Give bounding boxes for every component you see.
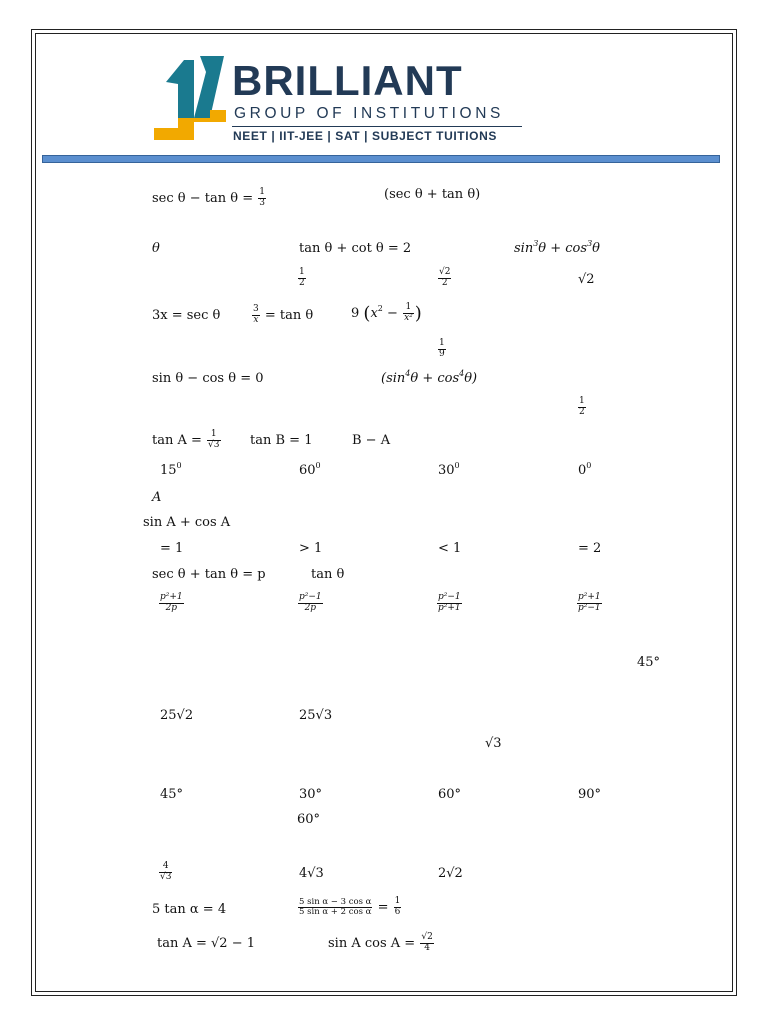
q9-option-2: 30° (299, 787, 323, 802)
q8-option-2: 25√3 (299, 708, 333, 723)
q7-option-1: $\frac{\text{p²+1}}{2p}$ (160, 592, 183, 613)
q7-option-4: $\frac{\text{p²+1}}{\text{p²−1}}$ (578, 592, 601, 613)
q4-given: sin θ − cos θ = 0 (152, 371, 264, 386)
q3-given-1: 3x = sec θ (152, 308, 221, 323)
q1-expression: (sec θ + tan θ) (384, 187, 481, 202)
q6-variable: A (152, 490, 162, 505)
q10-option-3: 2√2 (438, 866, 463, 881)
q8-option-1: 25√2 (160, 708, 194, 723)
q6-option-2: > 1 (299, 541, 323, 556)
q4-expression: $(\sin^4\theta + \cos^4\theta)$ (381, 369, 478, 386)
q5-given-2: tan B = 1 (250, 433, 313, 448)
brand-tagline: GROUP OF INSTITUTIONS (234, 105, 504, 122)
brand-subline: NEET | IIT-JEE | SAT | SUBJECT TUITIONS (233, 129, 497, 143)
q2-given: tan θ + cot θ = 2 (299, 241, 412, 256)
q3-given-2: $\frac{3}{x}$ = tan θ (253, 304, 314, 325)
brand-name: BRILLIANT (232, 57, 463, 104)
page-border-inner (35, 33, 733, 992)
q9-option-4: 90° (578, 787, 602, 802)
q2-expression: $\sin^3\theta + \cos^3\theta$ (514, 239, 600, 256)
q6-option-4: = 2 (578, 541, 602, 556)
q5-option-3: $30^0$ (438, 461, 460, 478)
q10-option-2: 4√3 (299, 866, 324, 881)
q4-option: $\frac{1}{2}$ (579, 396, 585, 417)
q6-option-1: = 1 (160, 541, 184, 556)
q2-option-1: $\frac{1}{2}$ (299, 267, 305, 288)
q10-angle: 60° (297, 812, 321, 827)
q7-expression: tan θ (311, 567, 345, 582)
q1-given: sec θ − tan θ = $\frac{1}{3}$ (152, 187, 265, 208)
q2-option-2: $\frac{√2}{2}$ (439, 267, 451, 288)
q5-given-1: tan A = $\frac{1}{√3}$ (152, 429, 220, 450)
q8-angle: 45° (637, 655, 661, 670)
q7-option-2: $\frac{\text{p²−1}}{2p}$ (299, 592, 322, 613)
q2-variable: θ (152, 241, 160, 256)
q11-expression: $\frac{\text{5 sin α − 3 cos α}}{\text{5 sin α + 2 cos α}}$ = $\frac{1}{6}$ (299, 896, 401, 917)
q3-expression: 9 ($x^2$ − $\frac{1}{\text{x²}}$ ) (351, 302, 422, 324)
header-bar (42, 155, 720, 163)
q2-option-3: √2 (578, 272, 595, 287)
q5-option-4: $0^0$ (578, 461, 592, 478)
q7-given: sec θ + tan θ = p (152, 567, 266, 582)
logo-divider (232, 126, 522, 127)
q5-expression: B − A (352, 433, 391, 448)
q11-given: 5 tan α = 4 (152, 902, 227, 917)
q5-option-2: $60^0$ (299, 461, 321, 478)
q7-option-3: $\frac{\text{p²−1}}{\text{p²+1}}$ (438, 592, 461, 613)
q9-option-3: 60° (438, 787, 462, 802)
q10-option-1: $\frac{4}{√3}$ (160, 861, 172, 882)
q9-option-1: 45° (160, 787, 184, 802)
q12-given: tan A = √2 − 1 (157, 936, 256, 951)
q3-option: $\frac{1}{9}$ (439, 338, 445, 359)
q9-value: √3 (485, 736, 502, 751)
q6-expression: sin A + cos A (143, 515, 231, 530)
q12-expression: sin A cos A = $\frac{√2}{4}$ (328, 932, 433, 953)
q6-option-3: < 1 (438, 541, 462, 556)
q5-option-1: $15^0$ (160, 461, 182, 478)
